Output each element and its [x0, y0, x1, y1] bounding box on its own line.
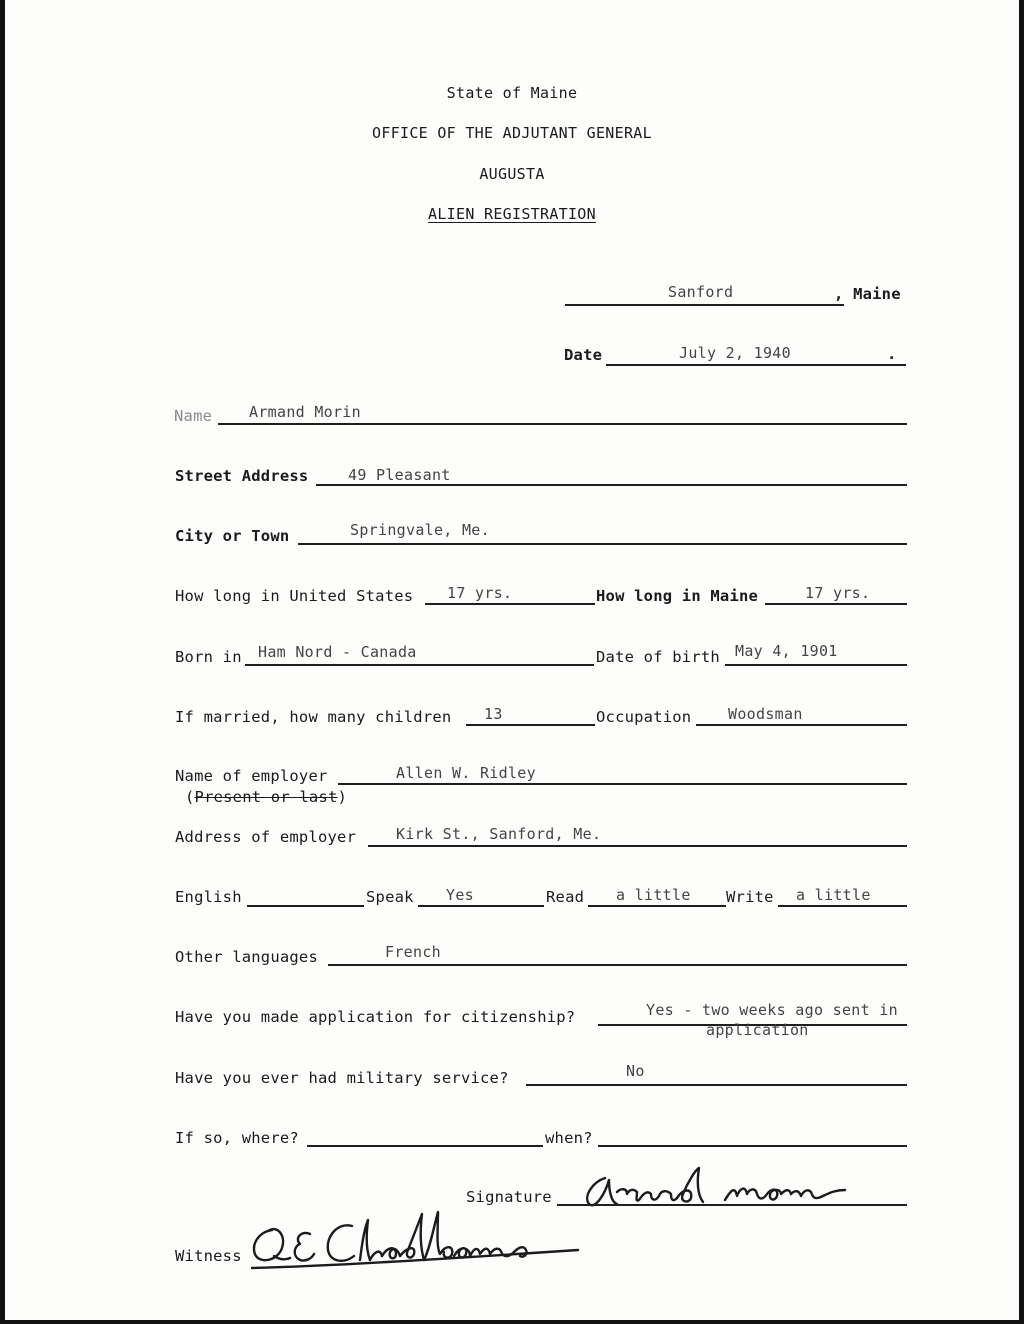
citizenship-label: Have you made application for citizenship?	[175, 1008, 576, 1026]
employer-line	[338, 783, 907, 785]
born-label: Born in	[175, 648, 242, 666]
employer-label: Name of employer	[175, 767, 328, 785]
citizenship-value-2: application	[706, 1021, 809, 1039]
date-value: July 2, 1940	[679, 344, 791, 362]
date-end: .	[887, 345, 897, 363]
street-value: 49 Pleasant	[348, 466, 451, 484]
maine-time-line	[765, 603, 907, 605]
name-line	[218, 423, 907, 425]
header-office: OFFICE OF THE ADJUTANT GENERAL	[372, 124, 652, 142]
other-languages-label: Other languages	[175, 948, 318, 966]
date-label: Date	[564, 346, 603, 364]
when-line	[598, 1145, 907, 1147]
born-line	[245, 664, 594, 666]
write-label: Write	[726, 888, 774, 906]
where-line	[307, 1145, 543, 1147]
when-label: when?	[545, 1129, 593, 1147]
speak-line	[418, 905, 544, 907]
other-languages-value: French	[385, 943, 441, 961]
dob-label: Date of birth	[596, 648, 720, 666]
employer-sublabel	[185, 788, 347, 806]
employer-address-line	[368, 845, 907, 847]
read-line	[588, 905, 726, 907]
city-label: City or Town	[175, 527, 290, 545]
street-label: Street Address	[175, 467, 309, 485]
date-line	[606, 364, 906, 366]
write-value: a little	[796, 886, 871, 904]
street-line	[316, 484, 907, 486]
handwritten-signature	[575, 1160, 875, 1220]
children-value: 13	[484, 705, 503, 723]
maine-time-value: 17 yrs.	[805, 584, 871, 602]
employer-value: Allen W. Ridley	[396, 764, 536, 782]
scan-border-right	[1019, 0, 1024, 1324]
speak-value: Yes	[446, 886, 474, 904]
military-value: No	[626, 1062, 645, 1080]
place-state-label: , Maine	[834, 285, 901, 303]
city-value: Springvale, Me.	[350, 521, 490, 539]
name-label: Name	[174, 407, 213, 425]
city-line	[298, 543, 907, 545]
name-value: Armand Morin	[249, 403, 361, 421]
occupation-line	[696, 724, 907, 726]
employer-sublabel-text: Present or last	[194, 788, 338, 806]
dob-value: May 4, 1901	[735, 642, 838, 660]
english-label: English	[175, 888, 242, 906]
speak-label: Speak	[366, 888, 414, 906]
scan-border-bottom	[0, 1320, 1024, 1324]
employer-address-label: Address of employer	[175, 828, 357, 846]
write-line	[778, 905, 907, 907]
witness-label: Witness	[175, 1247, 242, 1265]
us-time-label: How long in United States	[175, 587, 414, 605]
place-town-line	[565, 304, 844, 306]
us-time-value: 17 yrs.	[447, 584, 513, 602]
employer-sublabel-close: )	[337, 788, 348, 806]
read-label: Read	[546, 888, 585, 906]
dob-line	[725, 664, 907, 666]
citizenship-value-1: Yes - two weeks ago sent in	[646, 1001, 898, 1019]
read-value: a little	[616, 886, 691, 904]
header-state: State of Maine	[446, 84, 578, 102]
signature-label: Signature	[466, 1188, 552, 1206]
military-label: Have you ever had military service?	[175, 1069, 509, 1087]
occupation-label: Occupation	[596, 708, 692, 726]
form-title: ALIEN REGISTRATION	[428, 205, 596, 223]
employer-sublabel-open: (	[185, 788, 195, 806]
military-line	[526, 1084, 907, 1086]
other-languages-line	[328, 964, 907, 966]
born-value: Ham Nord - Canada	[258, 643, 417, 661]
place-town-value: Sanford	[668, 283, 734, 301]
header-city: AUGUSTA	[479, 165, 545, 183]
children-label: If married, how many children	[175, 708, 452, 726]
maine-time-label: How long in Maine	[596, 587, 759, 605]
handwritten-witness-signature	[248, 1200, 588, 1275]
where-label: If so, where?	[175, 1129, 299, 1147]
us-time-line	[425, 603, 595, 605]
scan-border-left	[0, 0, 5, 1324]
children-line	[466, 724, 595, 726]
occupation-value: Woodsman	[728, 705, 803, 723]
english-line	[247, 905, 364, 907]
employer-address-value: Kirk St., Sanford, Me.	[396, 825, 602, 843]
